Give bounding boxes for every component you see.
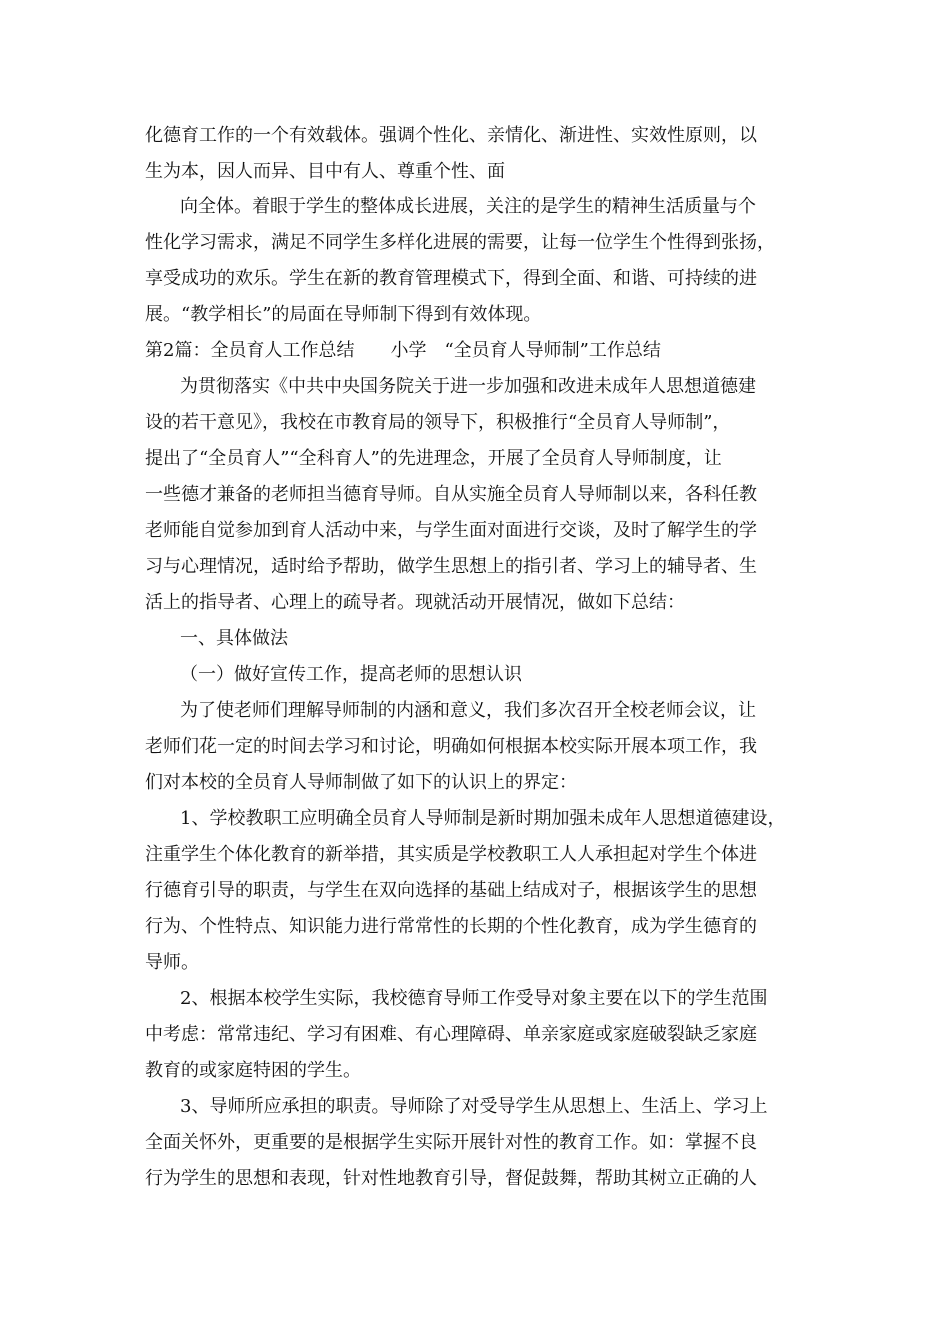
text-line: 3、导师所应承担的职责。导师除了对受导学生从思想上、生活上、学习上 [180, 1096, 768, 1117]
text-line: 老师能自觉参加到育人活动中来，与学生面对面进行交谈，及时了解学生的学 [145, 520, 757, 541]
text-line: 活上的指导者、心理上的疏导者。现就活动开展情况，做如下总结： [145, 592, 685, 613]
text-line: 设的若干意见》，我校在市教育局的领导下，积极推行“全员育人导师制”， [145, 412, 731, 433]
text-line: 导师。 [145, 952, 199, 973]
text-line: 习与心理情况，适时给予帮助，做学生思想上的指引者、学习上的辅导者、生 [145, 556, 757, 577]
text-line: 行为、个性特点、知识能力进行常常性的长期的个性化教育，成为学生德育的 [145, 916, 757, 937]
text-line: 享受成功的欢乐。学生在新的教育管理模式下，得到全面、和谐、可持续的进 [145, 268, 757, 289]
subheading: 一、具体做法 [180, 628, 288, 649]
text-line: 注重学生个体化教育的新举措，其实质是学校教职工人人承担起对学生个体进 [145, 844, 757, 865]
text-line: 生为本，因人而异、目中有人、尊重个性、面 [145, 161, 505, 182]
subheading: （一）做好宣传工作，提高老师的思想认识 [180, 664, 522, 685]
text-line: 一些德才兼备的老师担当德育导师。自从实施全员育人导师制以来，各科任教 [145, 484, 757, 505]
text-line: 提出了“全员育人”“全科育人”的先进理念，开展了全员育人导师制度，让 [145, 448, 722, 469]
text-line: 化德育工作的一个有效载体。强调个性化、亲情化、渐进性、实效性原则，以 [145, 125, 757, 146]
text-line: 2、根据本校学生实际，我校德育导师工作受导对象主要在以下的学生范围 [180, 988, 768, 1009]
section-heading: 第2篇：全员育人工作总结 小学 “全员育人导师制”工作总结 [145, 340, 661, 361]
text-line: 1、学校教职工应明确全员育人导师制是新时期加强未成年人思想道德建设， [180, 808, 786, 829]
text-line: 全面关怀外，更重要的是根据学生实际开展针对性的教育工作。如：掌握不良 [145, 1132, 757, 1153]
text-line: 行德育引导的职责，与学生在双向选择的基础上结成对子，根据该学生的思想 [145, 880, 757, 901]
text-line: 性化学习需求，满足不同学生多样化进展的需要，让每一位学生个性得到张扬， [145, 232, 775, 253]
text-line: 为贯彻落实《中共中央国务院关于进一步加强和改进未成年人思想道德建 [180, 376, 756, 397]
text-line: 中考虑：常常违纪、学习有困难、有心理障碍、单亲家庭或家庭破裂缺乏家庭 [145, 1024, 757, 1045]
text-line: 向全体。着眼于学生的整体成长进展，关注的是学生的精神生活质量与个 [180, 196, 756, 217]
text-line: 们对本校的全员育人导师制做了如下的认识上的界定： [145, 772, 577, 793]
text-line: 为了使老师们理解导师制的内涵和意义，我们多次召开全校老师会议，让 [180, 700, 756, 721]
text-line: 展。“教学相长”的局面在导师制下得到有效体现。 [145, 304, 542, 325]
text-line: 教育的或家庭特困的学生。 [145, 1060, 361, 1081]
text-line: 行为学生的思想和表现，针对性地教育引导，督促鼓舞，帮助其树立正确的人 [145, 1168, 757, 1189]
text-line: 老师们花一定的时间去学习和讨论，明确如何根据本校实际开展本项工作，我 [145, 736, 757, 757]
